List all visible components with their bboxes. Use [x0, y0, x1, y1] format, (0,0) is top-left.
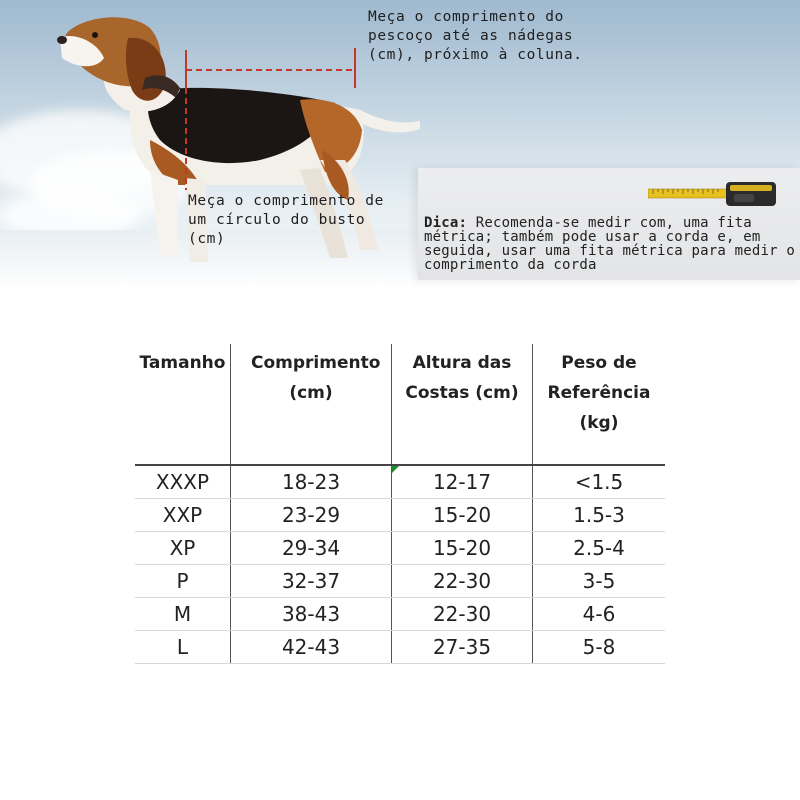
cell-back-height: 22-30 [392, 598, 533, 631]
cell-weight: 3-5 [533, 565, 666, 598]
cell-length: 23-29 [231, 499, 392, 532]
table-header-row [135, 344, 665, 465]
header-weight-text: Peso de Referência (kg) [547, 353, 651, 433]
cell-comment-marker [392, 466, 399, 473]
cell-size: L [135, 631, 231, 664]
table-row [135, 598, 665, 631]
cell-back-height: 22-30 [392, 565, 533, 598]
table-row [135, 465, 665, 499]
cell-weight: 2.5-4 [533, 532, 666, 565]
cell-back-height: 15-20 [392, 499, 533, 532]
table-row [135, 565, 665, 598]
cell-size: M [135, 598, 231, 631]
cell-back-height: 12-17 [392, 465, 533, 499]
tip-label: Dica: [424, 215, 468, 231]
measurement-illustration [0, 0, 800, 290]
size-table [135, 344, 665, 664]
cell-length: 18-23 [231, 465, 392, 499]
cell-size: XXP [135, 499, 231, 532]
cell-weight: 1.5-3 [533, 499, 666, 532]
cell-length: 42-43 [231, 631, 392, 664]
header-weight [533, 344, 666, 465]
cell-length: 29-34 [231, 532, 392, 565]
tip-text [424, 216, 796, 272]
header-length-text: Comprimento (cm) [251, 353, 381, 403]
tip-body: Recomenda-se medir com, uma fita métrica; também pode usar a corda e, em seguida, usar uma fita métrica para medir o comprimento da corda [424, 215, 796, 273]
tip-box [418, 168, 800, 280]
bust-note: Meça o comprimento de um círculo do busto (cm) [188, 193, 384, 247]
cell-size: P [135, 565, 231, 598]
table-row [135, 532, 665, 565]
cell-weight: 4-6 [533, 598, 666, 631]
cell-size: XP [135, 532, 231, 565]
cell-length: 32-37 [231, 565, 392, 598]
cell-weight: <1.5 [533, 465, 666, 499]
cell-back-height: 15-20 [392, 532, 533, 565]
header-size: Tamanho [135, 344, 231, 465]
measuring-tape-icon [648, 180, 778, 210]
table-row [135, 499, 665, 532]
cell-length: 38-43 [231, 598, 392, 631]
cell-back-height: 27-35 [392, 631, 533, 664]
cell-size: XXXP [135, 465, 231, 499]
back-length-note: Meça o comprimento do pescoço até as nádegas (cm), próximo à coluna. [368, 9, 583, 63]
header-back-height [392, 344, 533, 465]
table-row [135, 631, 665, 664]
cell-weight: 5-8 [533, 631, 666, 664]
header-length [231, 344, 392, 465]
header-back-height-text: Altura das Costas (cm) [405, 353, 519, 403]
